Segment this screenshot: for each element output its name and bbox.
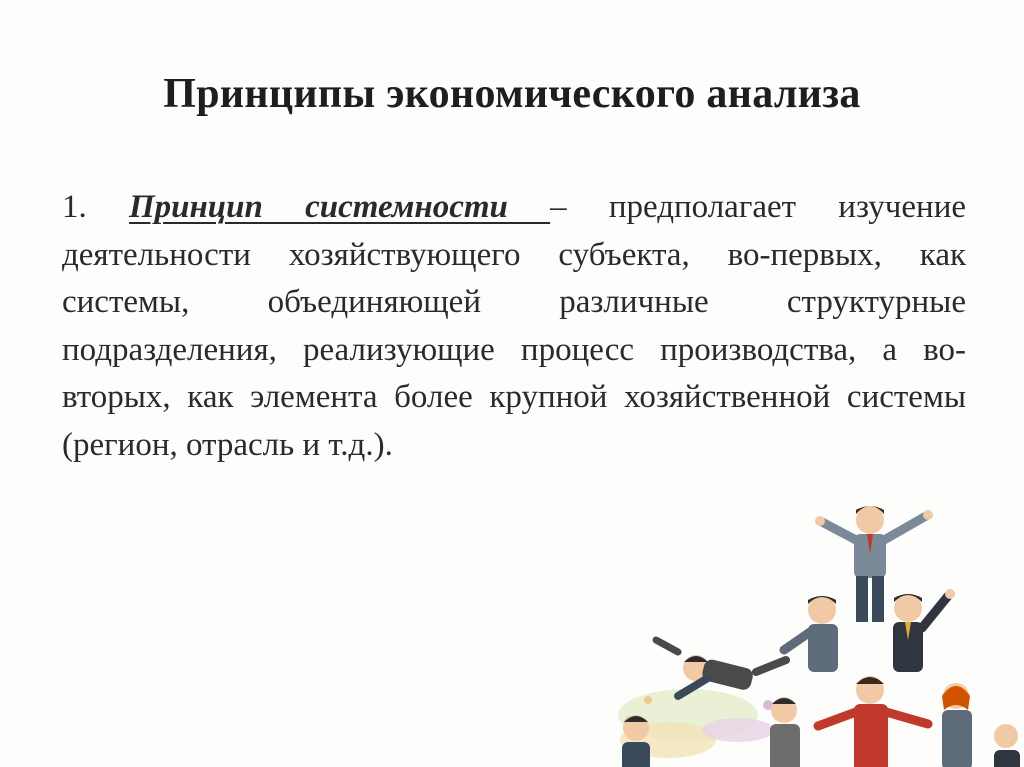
bottom-right-person: [942, 683, 972, 767]
flying-person: [656, 640, 786, 696]
middle-right-person: [893, 589, 955, 672]
bottom-center-person: [770, 697, 800, 767]
principle-number: 1.: [62, 189, 87, 225]
people-pyramid-illustration: [608, 500, 1024, 767]
principle-paragraph: [62, 184, 966, 469]
middle-left-person: [784, 596, 838, 672]
far-right-person: [994, 724, 1020, 767]
bottom-red-person: [818, 676, 928, 767]
slide-title: Принципы экономического анализа: [163, 71, 861, 117]
principle-description: – предполагает изучение деятельности хозяйствующего субъекта, во-первых, как системы, объединяющей различные структурные подразделения, реализующие процесс производства, а во-вторых, как элемента более крупной хозяйственной системы (регион, отрасль и т.д.).: [62, 189, 967, 463]
principle-term: Принцип системности: [128, 189, 551, 225]
